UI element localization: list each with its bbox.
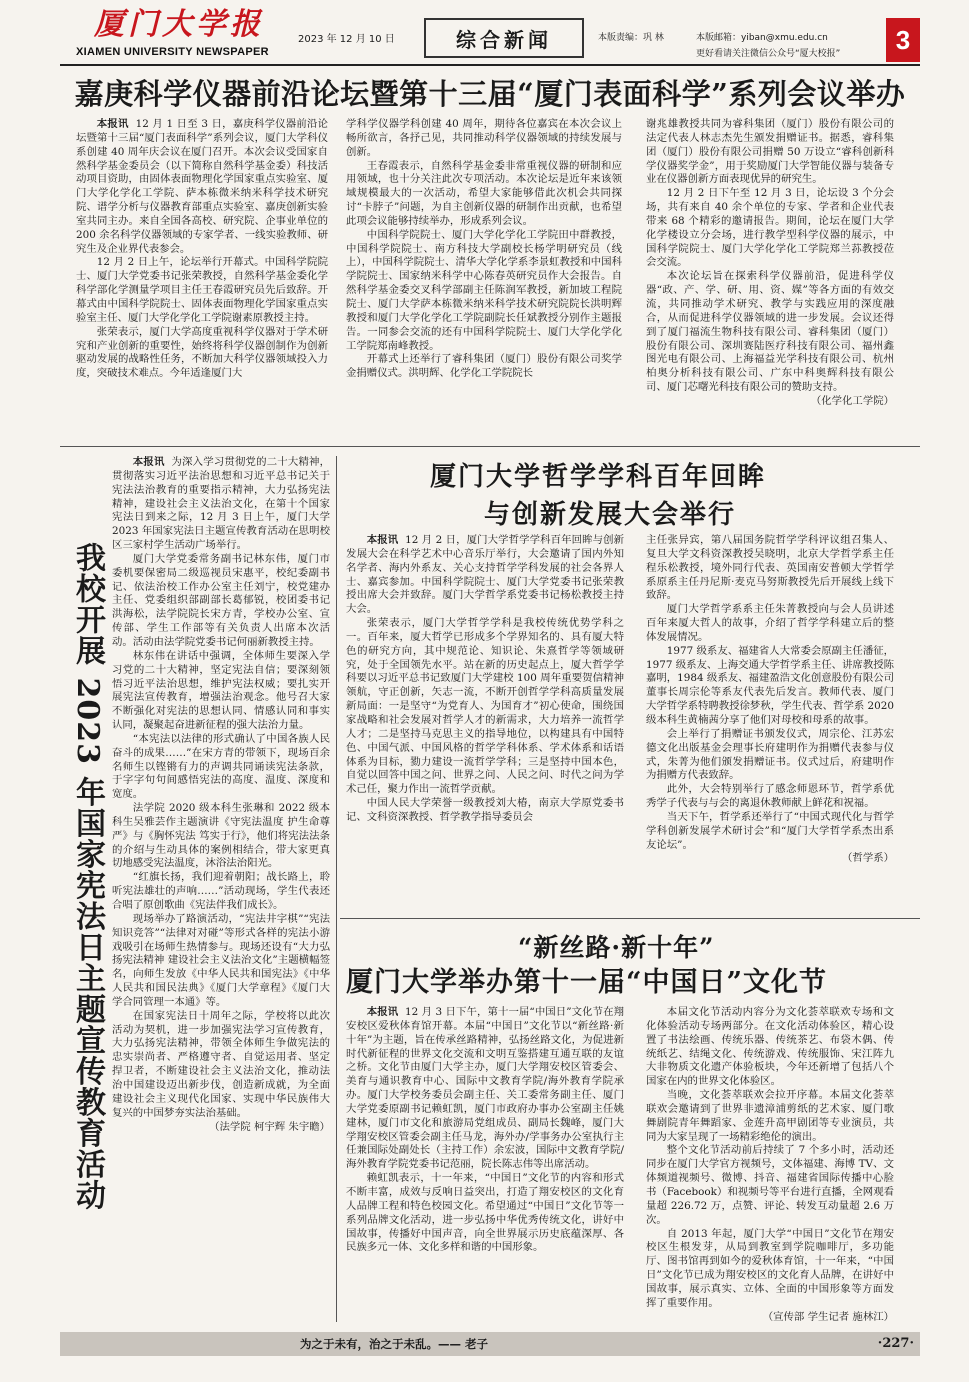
article2-paragraph: “本宪法以法律的形式确认了中国各族人民奋斗的成果……”在宋方青的带领下，现场百余名师生以铿锵有力的声调共同诵读宪法条款，于字字句句间感悟宪法的高度、温度、深度和宽度。 xyxy=(112,732,330,801)
article2-paragraph: 法学院 2020 级本科生张琳和 2022 级本科生吴雅芸作主题演讲《守宪法温度 护生命尊严》与《胸怀宪法 笃实于行》，他们将宪法法条的介绍与生动具体的案例相结合，带大家更真切地感受宪法温度，沐浴法治阳光。 xyxy=(112,802,330,870)
article2-paragraph: 林东伟在讲话中强调，全体师生要深入学习党的二十大精神，坚定宪法自信；要深刻领悟习近平法治思想，维护宪法权威；要扎实开展宪法宣传教育，增强法治观念。他号召大家不断强化对宪法的思想认同、情感认同和事实认同，凝聚起奋进新征程的强大法治力量。 xyxy=(112,649,330,732)
article3-paragraph: 1977 级系友、福建省人大常委会原副主任潘征，1977 级系友、上海交通大学哲学系主任、讲席教授陈嘉明，1984 级系友、福建盈浩文化创意股份有限公司董事长周宗伦等系友代表先后发言。教师代表、厦门大学哲学系特聘教授徐梦秋，学生代表、哲学系 2020 级本科生黄楠茜分享了他们对母校和母系的故事。 xyxy=(646,644,894,726)
article4-column-2 xyxy=(646,1006,894,1324)
article4-byline: 本报讯 xyxy=(366,1006,399,1018)
article4-paragraph: 自 2013 年起，厦门大学“中国日”文化节在翔安校区生根发芽，从局到教室到学院咖啡厅，多功能厅、图书馆再到如今的爱秋体育馆，十一年来，“中国日”文化节已成为翔安校区的文化育人品牌，在讲好中国故事，展示真实、立体、全面的中国形象等方面发挥了重要作用。 xyxy=(646,1227,894,1309)
article4-credit: （宣传部 学生记者 施林江） xyxy=(762,1310,894,1323)
article3-paragraph: 当天下午，哲学系还举行了“中国式现代化与哲学学科创新发展学术研讨会”和“厦门大学哲学系杰出系友论坛”。 xyxy=(646,810,894,851)
masthead-logo: 厦门大学报 xyxy=(94,7,264,42)
article1-credit: （化学化工学院） xyxy=(810,394,894,407)
article1-paragraph: 12 月 2 日上午，论坛举行开幕式。中国科学院院士、厦门大学党委书记张荣教授，自然科学基金委化学科学部化学测量学项目主任王春霞研究员先后致辞。开幕式由中国科学院院士、固体表面物理化学国家重点实验室主任、厦门大学化学化工学院谢素原教授主持。 xyxy=(76,256,328,324)
article1-headline: 嘉庚科学仪器前沿论坛暨第十三届“厦门表面科学”系列会议举办 xyxy=(74,77,906,111)
article1-paragraph: 张荣表示，厦门大学高度重视科学仪器对于学术研究和产业创新的重要性，始终将科学仪器创制作为创新驱动发展的战略性任务，不断加大科学仪器领域投入力度，突破技术难点。今年适逢厦门大 xyxy=(76,325,328,380)
article1-byline: 本报讯 xyxy=(96,118,129,130)
article2-paragraph: “红旗长扬，我们迎着朝阳；战长路上，聆听宪法雄壮的声响……”活动现场，学生代表还合唱了原创歌曲《宪法伴我们成长》。 xyxy=(112,871,330,911)
page-email: 本版邮箱：yiban@xmu.edu.cn xyxy=(696,33,828,43)
article3-headline-line2: 与创新发展大会举行 xyxy=(484,500,737,530)
footer-bar xyxy=(60,1332,920,1356)
article4-paragraph: 赖虹凯表示，十一年来，“中国日”文化节的内容和形式不断丰富，成效与反响日益突出，打造了翔安校区的文化育人品牌工程和特色校园文化。希望通过“中国日”文化节等一系列品牌文化活动，进一步弘扬中华优秀传统文化，讲好中国故事，传播好中国声音，向全世界展示历史底蕴深厚、各民族多元一体、文化多样和谐的中国形象。 xyxy=(346,1172,624,1254)
article4-paragraph: 本届文化节活动内容分为文化荟萃联欢专场和文化体验活动专场两部分。在文化活动体验区，精心设置了书法绘画、传统乐器、传统茶艺、布袋木偶、传统纸艺、结绳文化、传统游戏、传统服饰、宋江阵九大非物质文化遗产体验板块，今年还新增了包括八个国家在内的世界文化体验区。 xyxy=(646,1006,894,1088)
article1-column-2 xyxy=(346,118,622,436)
article2-paragraph: 厦门大学党委常务副书记林东伟，厦门市委机要保密局二级巡视员宋惠平，校纪委副书记、依法治校工作办公室主任刘宁，校党建办主任、党委组织部副部长葛郁锐，校团委书记洪海松，法学院院长宋方青，学校办公室、宣传部、学生工作部等有关负责人出席本次活动。活动由法学院党委书记何丽新教授主持。 xyxy=(112,552,330,648)
article3-paragraph: 会上举行了捐赠证书颁发仪式，周宗伦、江苏宏德文化出版基金会理事长府建明作为捐赠代表参与仪式，朱菁为他们颁发捐赠证书。仪式过后，府建明作为捐赠方代表致辞。 xyxy=(646,727,894,782)
article1-paragraph: 王春霞表示，自然科学基金委非常重视仪器的研制和应用领域，也十分关注此次专项活动。本次论坛是近年来该领域规模最大的一次活动，希望大家能够借此次机会共同探讨“卡脖子”问题，为自主创新仪器的研制作出贡献，也希望此项会议能够持续举办，形成系列会议。 xyxy=(346,159,622,227)
article2-paragraph: 现场举办了路演活动，“宪法井字棋”“宪法知识竞答”“法律对对碰”等形式各样的宪法小游戏吸引在场师生热情参与。现场还设有“大力弘扬宪法精神 建设社会主义法治文化”主题横幅签名，向师生发放《中华人民共和国宪法》《中华人民共和国民法典》《厦门大学章程》《厦门大学合同管理一本通》等。 xyxy=(112,912,330,1008)
article3-credit: （哲学系） xyxy=(842,852,894,865)
column-divider xyxy=(336,456,337,1322)
masthead-rule xyxy=(60,64,920,66)
article2-headline: 我校开展 2023 年国家宪法日主题宣传教育活动 xyxy=(70,542,105,1211)
article3-paragraph: 主任张异宾，第八届国务院哲学学科评议组召集人、复旦大学文科资深教授吴晓明，北京大学哲学系主任程乐松教授，境外同行代表、英国南安普顿大学哲学系原系主任丹尼斯·麦克马努斯教授先后开展线上线下致辞。 xyxy=(646,534,894,602)
article1-column-3 xyxy=(646,118,894,436)
article4-paragraph: 当晚，文化荟萃联欢会拉开序幕。本届文化荟萃联欢会邀请到了世界非遗漳浦剪纸的艺术家、厦门歌舞剧院青年舞蹈家、金莲升高甲剧团等专业演员，共同为大家呈现了一场精彩绝伦的演出。 xyxy=(646,1089,894,1143)
issue-date: 2023 年 12 月 10 日 xyxy=(298,34,395,45)
issue-number: ·227· xyxy=(877,1336,914,1351)
footer-quote: 为之于未有，治之于未乱。—— 老子 xyxy=(300,1337,489,1351)
article1-paragraph: 开幕式上还举行了睿科集团（厦门）股份有限公司奖学金捐赠仪式。洪明辉、化学化工学院院长 xyxy=(346,353,622,380)
page-editor: 本版责编：巩 林 xyxy=(598,33,664,43)
article3-paragraph: 12 月 2 日，厦门大学哲学学科百年回眸与创新发展大会在科学艺术中心音乐厅举行，大会邀请了国内外知名学者、海内外系友、关心支持哲学学科发展的社会各界人士、嘉宾参加。中国科学院院士、厦门大学党委书记张荣教授出席大会并致辞。厦门大学哲学系党委书记杨松教授主持大会。 xyxy=(346,534,624,616)
article1-column-1 xyxy=(76,118,328,436)
article1-paragraph: 12 月 2 日下午至 12 月 3 日，论坛设 3 个分会场，共有来自 40 余个单位的专家、学者和企业代表带来 68 个精彩的邀请报告。期间，论坛在厦门大学化学楼设立分会场，进行教学型科学仪器的展示，中国科学院院士、厦门大学化学化工学院郑兰荪教授莅会交流。 xyxy=(646,187,894,269)
article3-paragraph: 张荣表示，厦门大学哲学学科是我校传统优势学科之一。百年来，厦大哲学已形成多个学界知名的、具有厦大特色的研究方向，其中规范论、知识论、朱熹哲学等领域研究，处于全国领先水平。站在新的历史起点上，厦大哲学学科要以习近平总书记致厦门大学建校 100 周年重要贺信精神领航，守正创新，矢志一流，不断开创哲学学科高质量发展新局面：一是坚守“为党育人、为国育才”初心使命，围绕国家战略和社会发展对哲学人才的新需求，大力培养一流哲学人才；二是坚持马克思主义的指导地位，以构建具有中国特色、中国气派、中国风格的哲学学科体系、学术体系和话语体系为目标，勠力建设一流哲学学科；三是坚持中国本色，自觉以回答中国之问、世界之问、人民之问、时代之问为学术己任，聚力作出一流哲学贡献。 xyxy=(346,617,624,796)
article2-paragraph: 在国家宪法日十周年之际，学校将以此次活动为契机，进一步加强宪法学习宣传教育，大力弘扬宪法精神，带领全体师生争做宪法的忠实崇尚者、严格遵守者、自觉运用者、坚定捍卫者，不断建设社会主义法治文化，推动法治中国建设迈出新步伐，创造新成就，为全面建设社会主义现代化国家、实现中华民族伟大复兴的中国梦夯实法治基础。 xyxy=(112,1009,330,1119)
article1-paragraph: 本次论坛旨在探索科学仪器前沿，促进科学仪器“政、产、学、研、用、资、媒”等各方面的有效交流，共同推动学术研究、教学与实践应用的深度融合，从而促进科学仪器领域的进一步发展。会议还得到了厦门福流生物科技有限公司、睿科集团（厦门）股份有限公司、深圳赛陆医疗科技有限公司、福州鑫图光电有限公司、上海福益光学科技有限公司、杭州柏奥分析科技有限公司、广东中科奥辉科技有限公司、厦门芯曙光科技有限公司的赞助支持。 xyxy=(646,270,894,394)
article2-byline: 本报讯 xyxy=(132,456,165,468)
article2-paragraph: 为深入学习贯彻党的二十大精神，贯彻落实习近平法治思想和习近平总书记关于宪法法治教育的重要指示精神，大力弘扬宪法精神，建设社会主义法治文化，在第十个国家宪法日到来之际，12 月 3 日上午，厦门大学 2023 年国家宪法日主题宣传教育活动在思明校区三家村学生活动广场举行。 xyxy=(112,456,330,552)
article3-column-2 xyxy=(646,534,894,910)
article2-body xyxy=(112,456,330,1324)
masthead-logo-en: XIAMEN UNIVERSITY NEWSPAPER xyxy=(76,46,269,58)
article1-paragraph: 12 月 1 日至 3 日，嘉庚科学仪器前沿论坛暨第十三届“厦门表面科学”系列会议，厦门大学科仪系创建 40 周年庆会议在厦门召开。本次会议受国家自然科学基金委员会（以下简称自然科学基金委）科技活动项目资助，由固体表面物理化学国家重点实验室、厦门大学化学化工学院、萨本栋微米纳米科学技术研究院、谱学分析与仪器教育部重点实验室、嘉庚创新实验室共同主办。来自全国各高校、研究院、企事业单位的 200 余名科学仪器领域的专家学者、一线实验教师、研究生及企业界代表参会。 xyxy=(76,118,328,255)
article3-byline: 本报讯 xyxy=(366,534,399,546)
article3-paragraph: 此外，大会特别举行了感念师恩环节，哲学系优秀学子代表与与会的离退休教师献上鲜花和祝福。 xyxy=(646,783,894,810)
article1-paragraph: 谢兆雄教授共同为睿科集团（厦门）股份有限公司的法定代表人林志杰先生颁发捐赠证书。据悉，睿科集团（厦门）股份有限公司捐赠 50 万设立“睿科创新科学仪器奖学金”，用于奖励厦门大学智能仪器与装备专业在仪器创新方面表现优异的研究生。 xyxy=(646,118,894,186)
article1-paragraph: 学科学仪器学科创建 40 周年，期待各位嘉宾在本次会议上畅所欲言，各抒己见，共同推动科学仪器领域的持续发展与创新。 xyxy=(346,118,622,158)
page-number: 3 xyxy=(886,18,920,62)
article4-headline-line2: 厦门大学举办第十一届“中国日”文化节 xyxy=(346,967,828,998)
wechat-notice: 更好看请关注微信公众号“厦大校报” xyxy=(696,49,841,59)
article4-headline-line1: “新丝路·新十年” xyxy=(518,933,715,962)
article3-column-1 xyxy=(346,534,624,910)
article4-paragraph: 12 月 3 日下午，第十一届“中国日”文化节在翔安校区爱秋体育馆开幕。本届“中国日”文化节以“新丝路·新十年”为主题，旨在传承丝路精神，弘扬丝路文化，为促进新时代新征程的世界文化交流和文明互鉴搭建互通互联的友谊之桥。文化节由厦门大学主办，厦门大学翔安校区管委会、美育与通识教育中心、国际中文教育学院/海外教育学院承办。厦门大学校务委员会副主任、关工委常务副主任、厦门大学党委原副书记赖虹凯，厦门市政府办事办公室副主任姚建林，厦门市文化和旅游局党组成员、副局长魏峰，厦门大学翔安校区管委会副主任马龙，海外办/学事务办公室执行主任兼国际处副处长（主持工作）余宏波，国际中文教育学院/海外教育学院党委书记范丽，院长陈志伟等出席活动。 xyxy=(346,1006,624,1171)
section-divider xyxy=(60,446,920,447)
section-title: 综合新闻 xyxy=(424,18,584,58)
article4-column-1 xyxy=(346,1006,624,1324)
article2-credit: （法学院 柯宇辉 朱宇瞻） xyxy=(209,1120,330,1133)
article3-headline-line1: 厦门大学哲学学科百年回眸 xyxy=(430,462,767,492)
article1-paragraph: 中国科学院院士、厦门大学化学化工学院田中群教授，中国科学院院士、南方科技大学副校长杨学明研究员（线上），中国科学院院士、清华大学化学系李景虹教授和中国科学院院士、国家纳米科学中心陈春英研究员作大会报告。自然科学基金委交叉科学部副主任陈润军教授，新加坡工程院院士、厦门大学萨本栋微米纳米科学技术研究院院长洪明辉教授和厦门大学化学化工学院副院长任斌教授分别作主题报告。一同参会交流的还有中国科学院院士、厦门大学化学化工学院郑南峰教授。 xyxy=(346,228,622,352)
article3-paragraph: 厦门大学哲学系系主任朱菁教授向与会人员讲述百年来厦大哲人的故事，介绍了哲学学科建立后的整体发展情况。 xyxy=(646,603,894,643)
article4-paragraph: 整个文化节活动前后持续了 7 个多小时，活动还同步在厦门大学官方视频号，文体福建、海博 TV、文体频道视频号、微博、抖音、福建省国际传播中心脸书（Facebook）和视频号等平台进行直播，全网观看量超 226.72 万，点赞、评论、转发互动量超 2.6 万次。 xyxy=(646,1144,894,1226)
section-divider xyxy=(340,918,920,919)
article3-paragraph: 中国人民大学荣誉一级教授刘大椿，南京大学原党委书记、文科资深教授、哲学教学指导委员会 xyxy=(346,797,624,823)
